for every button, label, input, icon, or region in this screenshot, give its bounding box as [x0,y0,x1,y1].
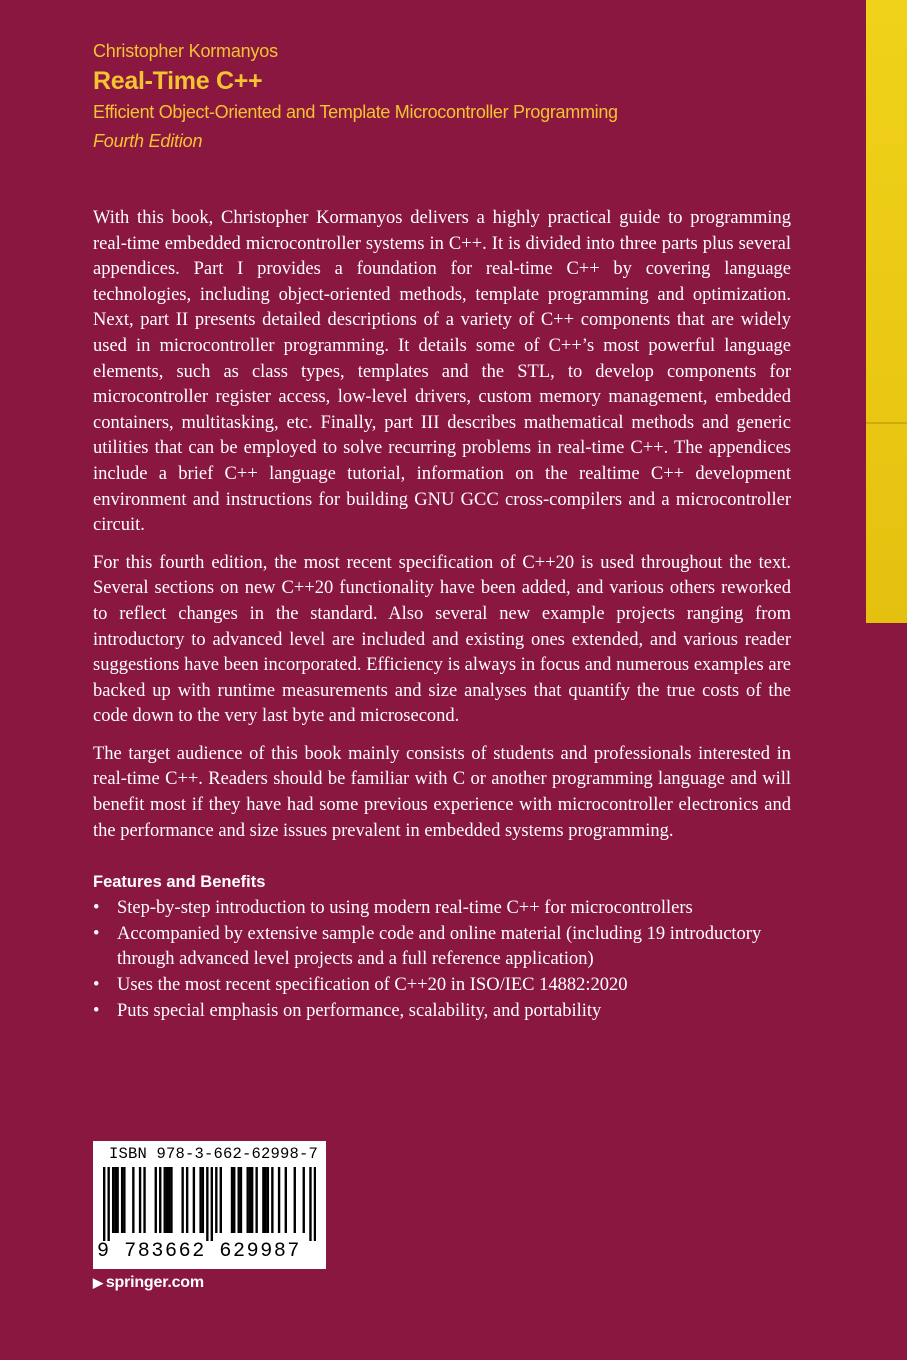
barcode-digits: 9 783662 629987 [97,1240,302,1263]
barcode-bar [220,1167,222,1233]
barcode-bar [255,1167,257,1233]
barcode-bar [314,1167,316,1241]
barcode-bar [159,1167,161,1233]
barcode-bar [199,1167,201,1233]
barcode-bar [251,1167,253,1233]
feature-item: • Accompanied by extensive sample code and online material (including 19 introductory through advanced level projects and a full reference application) [93,922,791,973]
barcode-bar [139,1167,141,1233]
blurb-paragraph-2: For this fourth edition, the most recent specification of C++20 is used throughout the text. Several sections on new C++20 functionality have been added, and various others reworked to reflect changes in the standard. Also several new example projects ranging from introductory to advanced level are included and existing ones extended, and various reader suggestions have been incorporated. Efficiency is always in focus and numerous examples are backed up with runtime measurements and size analyses that quantify the true costs of the code down to the very last byte and microsecond. [93,552,791,727]
barcode-bar [238,1167,240,1233]
barcode-bar [240,1167,242,1233]
feature-item: • Step-by-step introduction to using modern real-time C++ for microcontrollers [93,896,791,922]
barcode-bar [271,1167,273,1233]
barcode-bar [164,1167,166,1233]
features-heading: Features and Benefits [93,873,266,892]
barcode-bar [116,1167,118,1233]
barcode-bar [267,1167,269,1233]
barcode-bar [103,1167,105,1241]
barcode-bar [309,1167,311,1241]
author-name: Christopher Kormanyos [93,41,278,61]
book-subtitle: Efficient Object-Oriented and Template Microcontroller Programming [93,102,618,122]
barcode-bar [264,1167,266,1233]
barcode-bar [262,1167,264,1233]
barcode-bar [181,1167,183,1233]
barcode-bar [231,1167,233,1233]
book-title: Real-Time C++ [93,67,263,95]
barcode-bar [155,1167,157,1233]
barcode-bar [294,1167,296,1233]
cover-header [93,38,853,156]
barcode-bar [166,1167,168,1233]
feature-item: • Uses the most recent specification of C++20 in ISO/IEC 14882:2020 [93,973,791,999]
barcode-bar [206,1167,208,1241]
barcode-bar [233,1167,235,1233]
barcode-bar [186,1167,188,1233]
blurb-paragraph-1: With this book, Christopher Kormanyos delivers a highly practical guide to programming real-time embedded microcontroller systems in C++. It is divided into three parts plus several appendices. Part I provides a foundation for real-time C++ by covering language technologies, including object-oriented methods, template programming and optimization. Next, part II presents detailed descriptions of a variety of C++ components that are widely used in microcontroller programming. It details some of C++’s most powerful language elements, such as class types, templates and the STL, to develop components for microcontroller register access, low-level drivers, custom memory management, embedded containers, multitasking, etc. Finally, part III describes mathematical methods and generic utilities that can be employed to solve recurring problems in real-time C++. The appendices include a brief C++ language tutorial, information on the realtime C++ development environment and instructions for building GNU GCC cross-compilers and a microcontroller circuit. [93,208,791,536]
barcode-bar [123,1167,125,1233]
barcode-bar [121,1167,123,1233]
blurb-paragraph-3: The target audience of this book mainly consists of students and professionals interested in real-time C++. Readers should be familiar with C or another programming language and will benefit most if they have had some previous experience with microcontroller electronics and the performance and size issues prevalent in embedded systems programming. [93,743,791,841]
arrow-right-icon: ▶ [93,1275,103,1290]
barcode-bar [107,1167,109,1241]
barcode-bar [278,1167,280,1233]
barcode-bar [112,1167,114,1233]
barcode-bar [143,1167,145,1233]
publisher-website-label: springer.com [105,1274,204,1291]
feature-item: • Puts special emphasis on performance, scalability, and portability [93,999,791,1025]
barcode-bar [132,1167,134,1233]
isbn-barcode [93,1141,326,1269]
isbn-label: ISBN 978-3-662-62998-7 [109,1145,319,1163]
barcode-bar [202,1167,204,1233]
publisher-website[interactable] [93,1274,204,1292]
features-list [93,896,791,1024]
book-edition: Fourth Edition [93,131,203,151]
barcode-bar [246,1167,248,1233]
barcode-bar [285,1167,287,1233]
barcode-bar [215,1167,217,1233]
barcode-bar [168,1167,170,1233]
spine-color-band [866,0,907,623]
barcode-bar [211,1167,213,1241]
blurb [93,206,791,1024]
barcode-bar [249,1167,251,1233]
barcode-bars [103,1167,316,1241]
barcode-bar [193,1167,195,1233]
barcode-bar [303,1167,305,1233]
barcode-bar [114,1167,116,1233]
barcode-bar [170,1167,172,1233]
